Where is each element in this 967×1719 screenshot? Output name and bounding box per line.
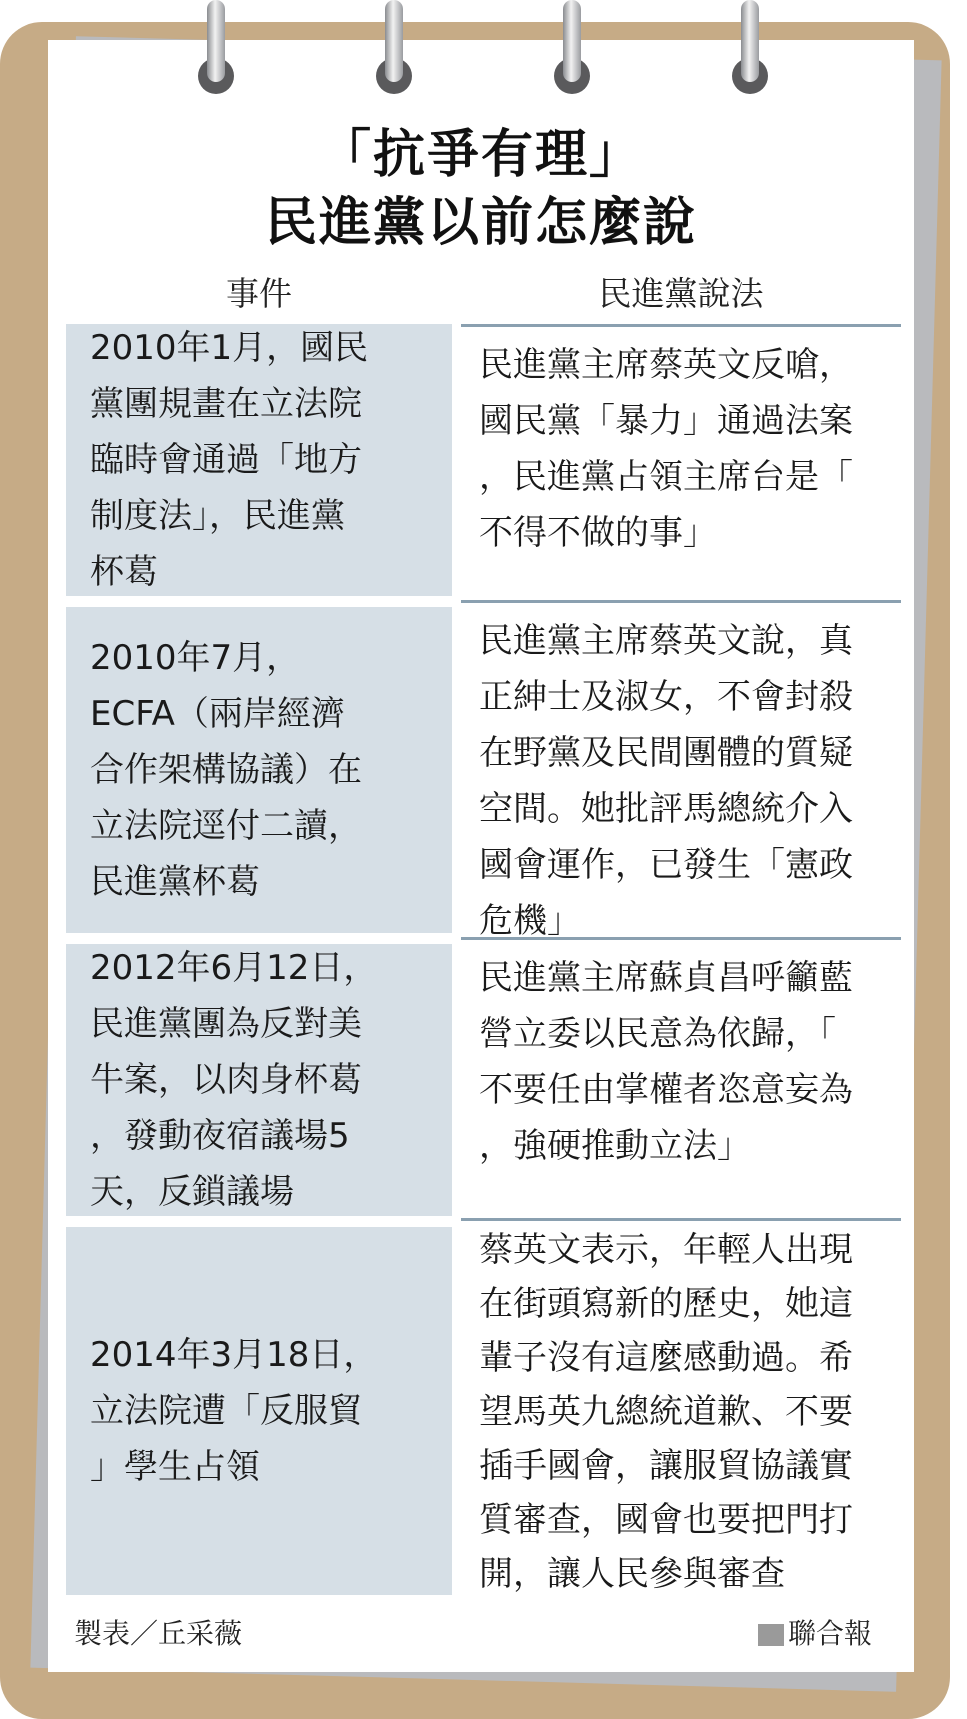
- table-row-statement-cell: [461, 324, 901, 596]
- binder-ring-icon: [737, 0, 763, 96]
- event-text: 2012年6月12日， 民進黨團為反對美 牛案，以肉身杯葛 ，發動夜宿議場5 天，反鎖議場: [90, 948, 378, 1212]
- binder-ring-icon: [559, 0, 585, 96]
- event-text: 2014年3月18日， 立法院遭「反服貿 」學生占領: [90, 1335, 378, 1487]
- statement-text: 蔡英文表示，年輕人出現 在街頭寫新的歷史，她這 輩子沒有這麼感動過。希 望馬英九總統道歉、不要 插手國會，讓服貿協議實 質審查，國會也要把門打 開，讓人民參與審查: [479, 1230, 853, 1594]
- column-header-event: 事件: [226, 274, 292, 313]
- statement-text: 民進黨主席蔡英文反嗆， 國民黨「暴力」通過法案 ，民進黨占領主席台是「 不得不做的事」: [479, 345, 853, 553]
- table-row-statement-cell: [461, 1218, 901, 1604]
- square-icon: [758, 1624, 784, 1646]
- event-text: 2010年7月， ECFA（兩岸經濟 合作架構協議）在 立法院逕付二讀， 民進黨杯葛: [90, 638, 362, 902]
- table-row-event-cell: [66, 607, 452, 933]
- binder-ring-icon: [203, 0, 229, 96]
- credit-text: 製表／丘采薇: [74, 1617, 243, 1650]
- table-row-statement-cell: [461, 600, 901, 941]
- source-text: 聯合報: [788, 1617, 873, 1650]
- table-row-event-cell: [66, 944, 452, 1216]
- event-text: 2010年1月，國民 黨團規畫在立法院 臨時會通過「地方 制度法」，民進黨 杯葛: [90, 328, 369, 592]
- column-header-statement: 民進黨說法: [598, 274, 764, 313]
- statement-text: 民進黨主席蔡英文說，真 正紳士及淑女，不會封殺 在野黨及民間團體的質疑 空間。她批評馬總統介入 國會運作，已發生「憲政 危機」: [479, 621, 853, 941]
- source-label: [758, 1612, 872, 1652]
- statement-text: 民進黨主席蘇貞昌呼籲藍 營立委以民意為依歸，「 不要任由掌權者恣意妄為 ，強硬推動立法」: [479, 958, 853, 1166]
- page-title-line1: 「抗爭有理」: [318, 125, 643, 185]
- table-row-event-cell: [66, 324, 452, 596]
- table-row-event-cell: [66, 1227, 452, 1595]
- binder-ring-icon: [381, 0, 407, 96]
- table-row-statement-cell: [461, 937, 901, 1217]
- page-title-line2: 民進黨以前怎麼說: [264, 193, 697, 253]
